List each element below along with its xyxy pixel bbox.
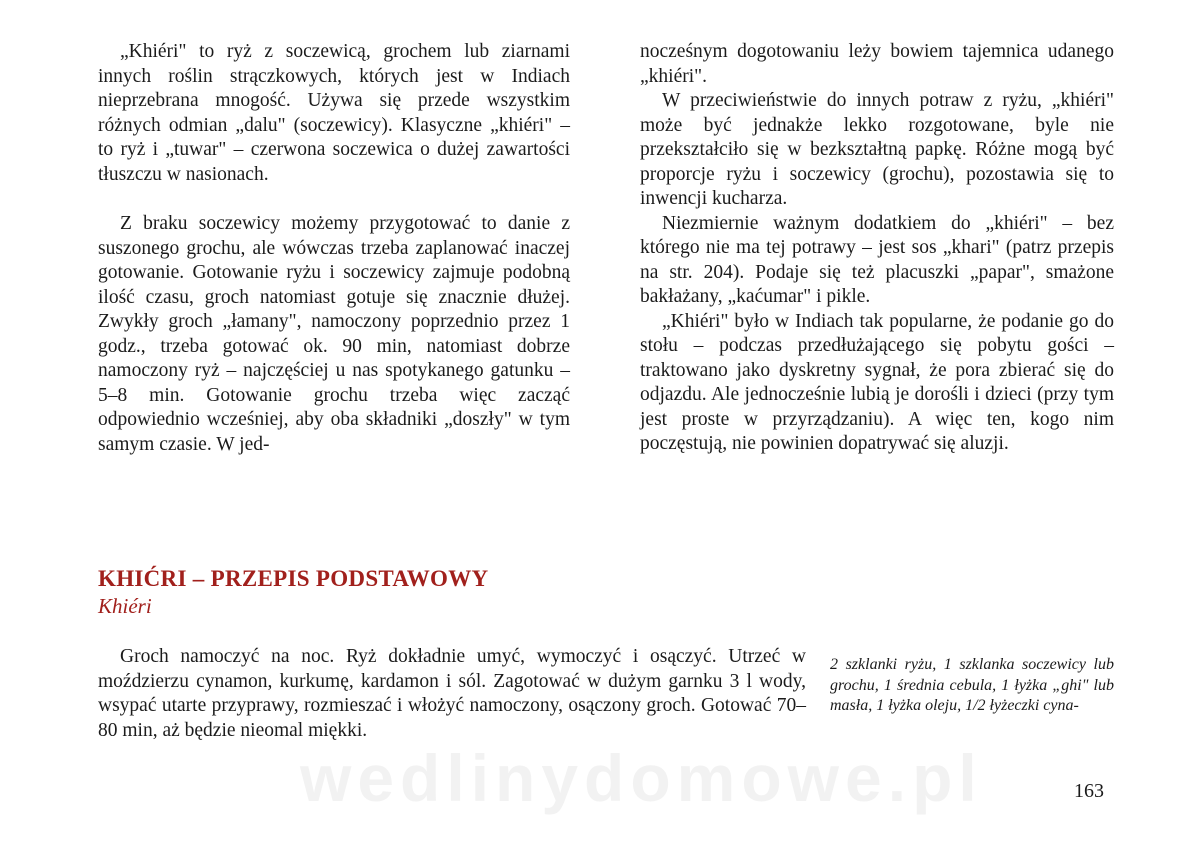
recipe-heading: KHIĆRI – PRZEPIS PODSTAWOWY [98, 566, 489, 591]
paragraph-continuation: nocześnym dogotowaniu leży bowiem tajemnica udanego „khiéri". [640, 41, 1114, 87]
paragraph: „Khiéri" to ryż z soczewicą, grochem lub ziarnami innych roślin strączkowych, których jest w Indiach nieprzebrana mnogość. Używa się przede wszystkim różnych odmian „dalu" (soczewicy). Klasyczne „khiéri" – to ryż i „tuwar" – czerwona soczewica o dużej zawartości tłuszczu w nasionach. [98, 41, 570, 185]
paragraph: Z braku soczewicy możemy przygotować to danie z suszonego grochu, ale wówczas trzeba zaplanować inaczej gotowanie. Gotowanie ryżu i soczewicy zajmuje podobną ilość czasu, groch natomiast gotuje się znacznie dłużej. Zwykły groch „łamany", namoczony poprzednio przez 1 godz., trzeba gotować ok. 90 min, natomiast dobrze namoczony ryż – najczęściej u nas spotykanego gatunku – 5–8 min. Gotowanie grochu trzeba więc zacząć odpowiednio wcześniej, aby oba składniki „doszły" w tym samym czasie. W jed- [98, 213, 570, 455]
page-number: 163 [1074, 780, 1104, 802]
watermark: wedlinydomowe.pl [300, 741, 983, 815]
paragraph: W przeciwieństwie do innych potraw z ryżu, „khiéri" może być jednakże lekko rozgotowane, byle nie przekształciło się w bezkształtną papkę. Różne mogą być proporcje ryżu i soczewicy (grochu), pozostawia się to inwencji kucharza. [640, 90, 1114, 209]
ingredients-list: 2 szklanki ryżu, 1 szklanka soczewicy lub grochu, 1 średnia cebula, 1 łyżka „ghi" lub masła, 1 łyżka oleju, 1/2 łyżeczki cyna- [830, 656, 1114, 714]
recipe-instructions: Groch namoczyć na noc. Ryż dokładnie umyć, wymoczyć i osączyć. Utrzeć w moździerzu cynamon, kurkumę, kardamon i sól. Zagotować w dużym garnku 3 l wody, wsypać utarte przyprawy, rozmieszać i włożyć namoczony, osączony groch. Gotować 70–80 min, aż będzie nieomal miękki. [98, 646, 806, 741]
left-text-column [98, 40, 570, 457]
paragraph: Niezmiernie ważnym dodatkiem do „khiéri" – bez którego nie ma tej potrawy – jest sos „khari" (patrz przepis na str. 204). Podaje się też placuszki „papar", smażone bakłażany, „kaćumar" i pikle. [640, 212, 1114, 307]
recipe-subtitle: Khiéri [98, 594, 152, 618]
right-text-column [640, 40, 1114, 457]
paragraph: „Khiéri" było w Indiach tak popularne, że podanie go do stołu – podczas przedłużającego się pobytu gości – traktowano jako dyskretny sygnał, że pora zbierać się do odjazdu. Ale jednocześnie lubią je dorośli i dzieci (przy tym jest proste w przyrządzaniu). A więc ten, kogo nim poczęstują, nie powinien dopatrywać się aluzji. [640, 310, 1114, 454]
